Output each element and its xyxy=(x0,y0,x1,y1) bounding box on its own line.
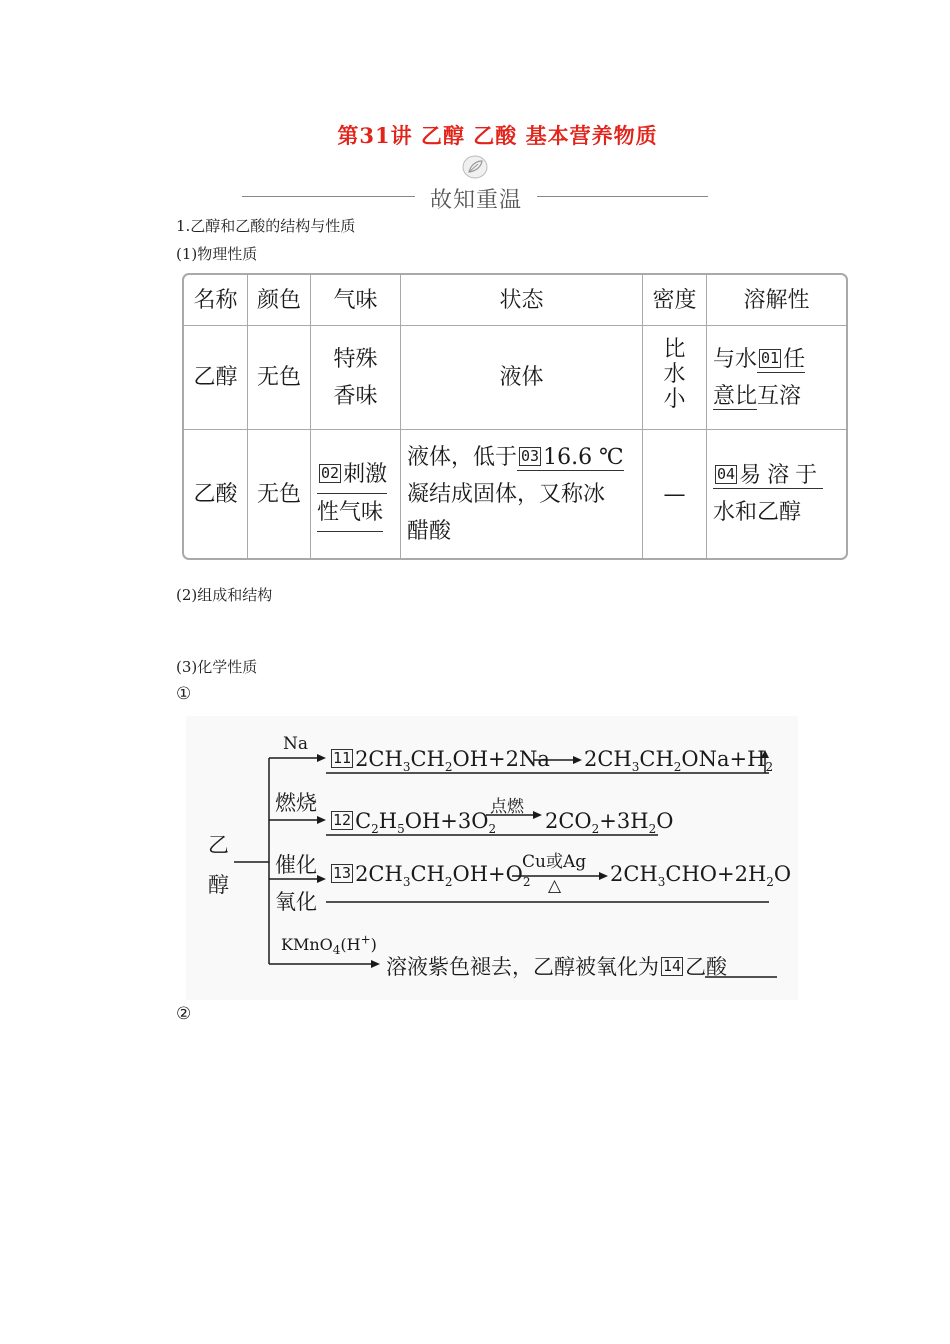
cell-acetic-smell: 02 刺激 性气味 xyxy=(311,430,401,558)
answer-number-03: 03 xyxy=(521,446,540,465)
cell-ethanol-density: 比 水 小 xyxy=(643,326,707,430)
header-solubility: 溶解性 xyxy=(707,275,846,326)
header-color: 颜色 xyxy=(248,275,311,326)
branch-cat-condition-top: Cu或Ag xyxy=(522,852,587,872)
section-heading-structure: 1.乙醇和乙酸的结构与性质 xyxy=(176,217,356,235)
branch-cat-products: $2CH_3CHO+2H_2O$ xyxy=(610,862,792,890)
circle-marker-2: ② xyxy=(176,1004,192,1024)
branch-cat-reagent-b: 氧化 xyxy=(275,890,317,914)
cell-ethanol-state: 液体 xyxy=(401,326,643,430)
banner-label: 故知重温 xyxy=(429,188,522,213)
cell-acetic-solubility: 04 易溶于 水和乙醇 xyxy=(713,463,824,525)
answer-number-01: 01 xyxy=(761,348,780,367)
subheading-physical: (1)物理性质 xyxy=(176,245,258,263)
cell-ethanol-solubility: 与水 01 任 意比互溶 xyxy=(707,326,846,430)
cell-ethanol-color: 无色 xyxy=(248,326,311,430)
table-row xyxy=(184,326,846,430)
branch-cat-reagent-a: 催化 xyxy=(275,853,317,877)
circle-marker-1: ① xyxy=(176,684,192,704)
subheading-structure: (2)组成和结构 xyxy=(176,586,273,604)
branch-burn-products: $2CO_2+3H_2O$ xyxy=(545,809,674,837)
cell-ethanol-smell: 特殊 香味 xyxy=(311,326,401,430)
branch-cat-condition-bottom: △ xyxy=(548,876,562,896)
banner-line-right xyxy=(537,196,708,197)
header-density: 密度 xyxy=(643,275,707,326)
cell-acetic-color: 无色 xyxy=(248,430,311,558)
branch-burn-equation: 12 $C_2H_5OH+3O_2$ xyxy=(333,809,497,837)
table-row xyxy=(184,430,846,558)
branch-burn-reagent: 燃烧 xyxy=(275,791,317,815)
section-banner xyxy=(242,155,708,213)
leaf-emblem-icon xyxy=(461,155,489,179)
header-smell: 气味 xyxy=(311,275,401,326)
branch-kmno4-reagent: KMnO$_4$(H+) xyxy=(281,932,377,958)
cell-acetic-name: 乙酸 xyxy=(184,430,248,558)
header-state: 状态 xyxy=(401,275,643,326)
page-title: 第31讲 乙醇 乙酸 基本营养物质 xyxy=(337,123,658,148)
subheading-chemical: (3)化学性质 xyxy=(176,658,258,676)
banner-line-left xyxy=(242,196,415,197)
cell-acetic-state: 液体，低于 03 16.6 ℃ 凝结成固体，又称冰 醋酸 xyxy=(401,430,643,558)
root-ethanol-bottom: 醇 xyxy=(208,873,229,897)
cell-ethanol-name: 乙醇 xyxy=(184,326,248,430)
header-name: 名称 xyxy=(184,275,248,326)
branch-na-reagent: Na xyxy=(283,734,309,754)
branch-cat-equation: 13 $2CH_3CH_2OH+O_2$ xyxy=(333,862,531,890)
physical-properties-table xyxy=(182,273,848,560)
answer-number-02: 02 xyxy=(321,464,340,482)
answer-number-04: 04 xyxy=(717,465,736,483)
branch-na-equation: 11 $2CH_3CH_2OH+2Na$ xyxy=(333,747,550,775)
ethanol-reaction-diagram xyxy=(186,716,798,1000)
root-ethanol-top: 乙 xyxy=(208,833,229,857)
cell-acetic-density: — xyxy=(643,430,707,558)
branch-kmno4-result: 溶液紫色褪去，乙醇被氧化为 14 乙酸 xyxy=(386,955,728,979)
table-header-row xyxy=(184,275,846,326)
branch-burn-condition: 点燃 xyxy=(490,797,524,817)
branch-na-products: $2CH_3CH_2ONa+H_2$ xyxy=(584,747,774,775)
